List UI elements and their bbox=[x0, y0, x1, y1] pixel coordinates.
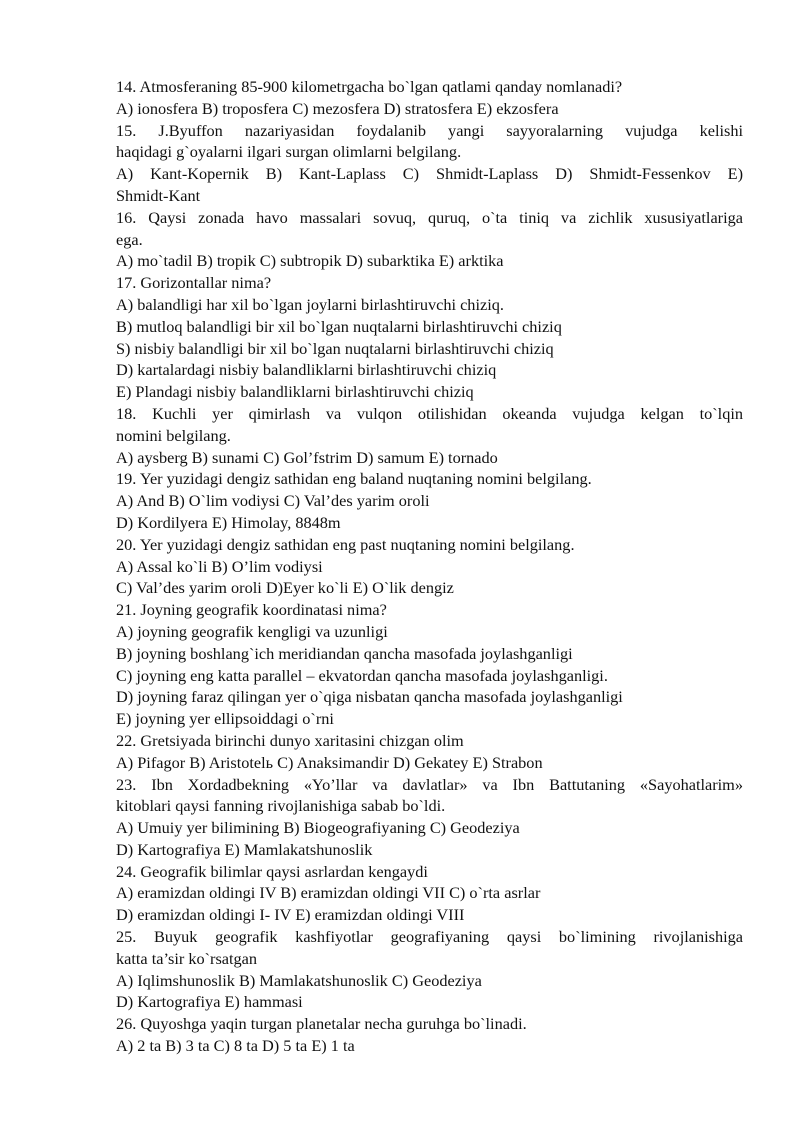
text-line: 23. Ibn Xordadbekning «Yo’llar va davlatlar» va Ibn Battutaning «Sayohatlarim» bbox=[116, 774, 743, 794]
text-line: A) eramizdan oldingi IV B) eramizdan oldingi VII C) o`rta asrlar bbox=[116, 883, 541, 903]
text-line: A) aysberg B) sunami C) Gol’fstrim D) samum E) tornado bbox=[116, 447, 498, 467]
text-line: kitoblari qaysi fanning rivojlanishiga sabab bo`ldi. bbox=[116, 796, 446, 816]
text-line: 15. J.Byuffon nazariyasidan foydalanib yangi sayyoralarning vujudga kelishi bbox=[116, 120, 743, 140]
text-line: A) ionosfera B) troposfera C) mezosfera D) stratosfera E) ekzosfera bbox=[116, 98, 559, 118]
text-line: 20. Yer yuzidagi dengiz sathidan eng past nuqtaning nomini belgilang. bbox=[116, 534, 575, 554]
text-line: 18. Kuchli yer qimirlash va vulqon otilishidan okeanda vujudga kelgan to`lqin bbox=[116, 403, 743, 423]
document-page bbox=[116, 76, 743, 1057]
text-line: Shmidt-Kant bbox=[116, 185, 201, 205]
text-line: 25. Buyuk geografik kashfiyotlar geografiyaning qaysi bo`limining rivojlanishiga bbox=[116, 927, 743, 947]
text-line: haqidagi g`oyalarni ilgari surgan olimlarni belgilang. bbox=[116, 142, 462, 162]
text-line: A) Assal ko`li B) O’lim vodiysi bbox=[116, 556, 323, 576]
text-line: S) nisbiy balandligi bir xil bo`lgan nuqtalarni birlashtiruvchi chiziq bbox=[116, 338, 554, 358]
text-line: B) mutloq balandligi bir xil bo`lgan nuqtalarni birlashtiruvchi chiziq bbox=[116, 316, 562, 336]
text-line: 16. Qaysi zonada havo massalari sovuq, quruq, o`ta tiniq va zichlik xususiyatlariga bbox=[116, 207, 743, 227]
text-line: 14. Atmosferaning 85-900 kilometrgacha bo`lgan qatlami qanday nomlanadi? bbox=[116, 77, 623, 96]
text-line: A) Kant-Kopernik B) Kant-Laplass C) Shmidt-Laplass D) Shmidt-Fessenkov E) bbox=[116, 164, 743, 184]
text-line: D) Kartografiya E) Mamlakatshunoslik bbox=[116, 839, 373, 859]
text-line: 21. Joyning geografik koordinatasi nima? bbox=[116, 600, 387, 620]
text-line: D) Kordilyera E) Himolay, 8848m bbox=[116, 512, 341, 532]
text-line: D) Kartografiya E) hammasi bbox=[116, 992, 303, 1012]
text-line: B) joyning boshlang`ich meridiandan qancha masofada joylashganligi bbox=[116, 643, 573, 663]
text-line: A) Iqlimshunoslik B) Mamlakatshunoslik C) Geodeziya bbox=[116, 970, 482, 990]
text-line: A) And B) O`lim vodiysi C) Val’des yarim oroli bbox=[116, 491, 430, 511]
text-line: C) joyning eng katta parallel – ekvatordan qancha masofada joylashganligi. bbox=[116, 665, 608, 685]
text-line: nomini belgilang. bbox=[116, 425, 231, 445]
text-line: A) Pifagor B) Aristotelь C) Anaksimandir D) Gekatey E) Strabon bbox=[116, 752, 543, 772]
text-line: E) joyning yer ellipsoiddagi o`rni bbox=[116, 709, 334, 729]
text-line: A) balandligi har xil bo`lgan joylarni birlashtiruvchi chiziq. bbox=[116, 294, 504, 314]
text-line: 24. Geografik bilimlar qaysi asrlardan kengaydi bbox=[116, 861, 428, 881]
text-line: D) joyning faraz qilingan yer o`qiga nisbatan qancha masofada joylashganligi bbox=[116, 687, 623, 707]
text-line: 19. Yer yuzidagi dengiz sathidan eng baland nuqtaning nomini belgilang. bbox=[116, 469, 592, 489]
text-line: ega. bbox=[116, 229, 143, 249]
text-line: katta ta’sir ko`rsatgan bbox=[116, 948, 258, 968]
text-line: A) mo`tadil B) tropik C) subtropik D) subarktika E) arktika bbox=[116, 251, 504, 271]
text-line: E) Plandagi nisbiy balandliklarni birlashtiruvchi chiziq bbox=[116, 382, 474, 402]
text-line: D) kartalardagi nisbiy balandliklarni birlashtiruvchi chiziq bbox=[116, 360, 497, 380]
text-line: A) 2 ta B) 3 ta C) 8 ta D) 5 ta E) 1 ta bbox=[116, 1036, 355, 1056]
text-line: A) Umuiy yer bilimining B) Biogeografiyaning C) Geodeziya bbox=[116, 818, 520, 838]
text-line: D) eramizdan oldingi I- IV E) eramizdan oldingi VIII bbox=[116, 905, 465, 925]
text-line: A) joyning geografik kengligi va uzunligi bbox=[116, 621, 388, 641]
text-line: 22. Gretsiyada birinchi dunyo xaritasini chizgan olim bbox=[116, 730, 464, 750]
text-line: C) Val’des yarim oroli D)Eyer ko`li E) O`lik dengiz bbox=[116, 578, 454, 598]
text-line: 26. Quyoshga yaqin turgan planetalar necha guruhga bo`linadi. bbox=[116, 1014, 527, 1034]
text-line: 17. Gorizontallar nima? bbox=[116, 273, 272, 293]
